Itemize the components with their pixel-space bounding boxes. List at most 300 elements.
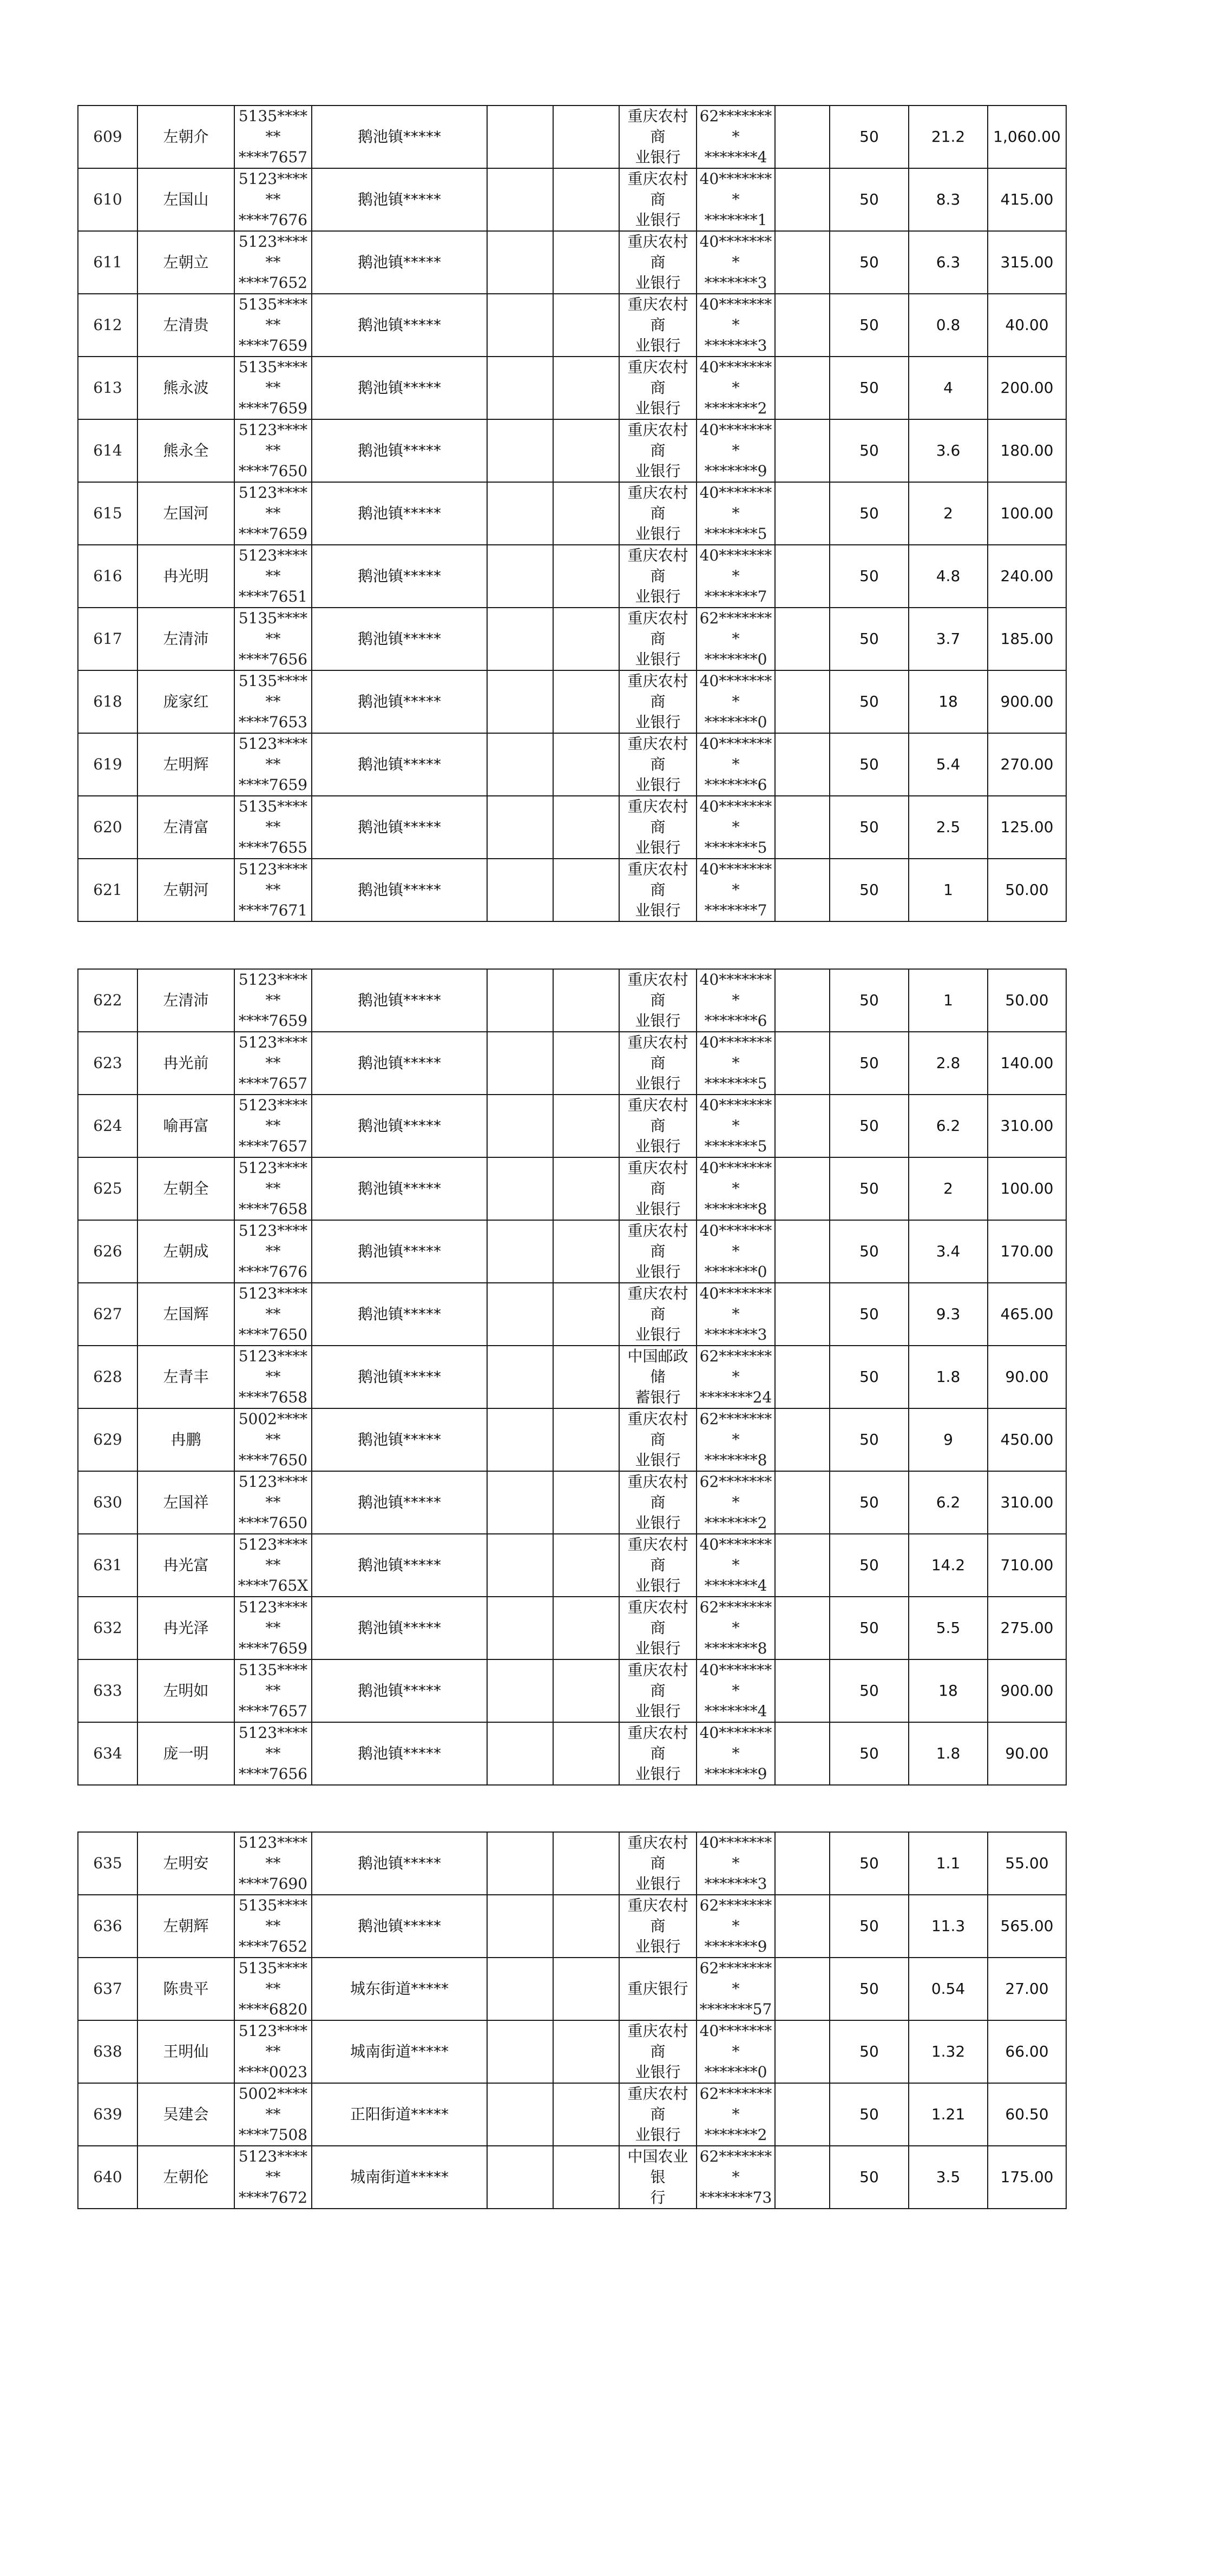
account-cell-line-2: *******2 xyxy=(704,2126,767,2144)
empty-cell xyxy=(775,106,830,168)
bank-cell xyxy=(619,2146,697,2209)
bank-cell xyxy=(619,1534,697,1597)
empty-cell xyxy=(553,670,619,733)
address-cell: 鹅池镇***** xyxy=(312,1408,487,1471)
empty-cell xyxy=(487,545,553,608)
account-cell-line-2: *******4 xyxy=(704,1577,767,1595)
bank-cell-line-2: 行 xyxy=(650,2189,666,2206)
table-row xyxy=(78,1346,1066,1408)
account-cell xyxy=(697,1722,775,1785)
empty-cell xyxy=(775,670,830,733)
table-row xyxy=(78,1095,1066,1157)
area-cell: 1.8 xyxy=(909,1346,988,1408)
amount-cell: 40.00 xyxy=(988,294,1066,357)
area-cell: 3.5 xyxy=(909,2146,988,2209)
account-cell-line-2: *******6 xyxy=(704,776,767,794)
bank-cell-line-2: 业银行 xyxy=(635,1875,681,1893)
area-cell: 4 xyxy=(909,357,988,419)
bank-cell xyxy=(619,1597,697,1659)
empty-cell xyxy=(775,1032,830,1095)
id-number-cell-line-2: ****7659 xyxy=(238,776,308,794)
table-row xyxy=(78,2146,1066,2209)
standard-cell: 50 xyxy=(830,1895,909,1958)
account-cell-line-2: *******5 xyxy=(704,525,767,543)
empty-cell xyxy=(487,1534,553,1597)
standard-cell: 50 xyxy=(830,859,909,921)
empty-cell xyxy=(775,357,830,419)
table-block-3 xyxy=(77,1831,1066,2209)
name-cell: 左清沛 xyxy=(137,969,234,1032)
name-cell: 喻再富 xyxy=(137,1095,234,1157)
bank-cell xyxy=(619,357,697,419)
address-cell: 鹅池镇***** xyxy=(312,1032,487,1095)
bank-cell xyxy=(619,106,697,168)
address-cell: 鹅池镇***** xyxy=(312,545,487,608)
name-cell: 冉光前 xyxy=(137,1032,234,1095)
account-cell-line-1: 40******** xyxy=(699,170,772,208)
empty-cell xyxy=(553,1032,619,1095)
empty-cell xyxy=(553,1157,619,1220)
name-cell: 左朝全 xyxy=(137,1157,234,1220)
empty-cell xyxy=(775,1346,830,1408)
id-number-cell xyxy=(234,2146,312,2209)
account-cell-line-1: 40******** xyxy=(699,798,772,836)
id-number-cell-line-1: 5135****** xyxy=(238,672,308,710)
amount-cell: 1,060.00 xyxy=(988,106,1066,168)
account-cell-line-2: *******3 xyxy=(704,1326,767,1343)
row-number-cell: 616 xyxy=(78,545,137,608)
standard-cell: 50 xyxy=(830,1958,909,2020)
area-cell: 6.2 xyxy=(909,1471,988,1534)
empty-cell xyxy=(487,1722,553,1785)
bank-cell-line-2: 业银行 xyxy=(635,1012,681,1030)
id-number-cell xyxy=(234,1895,312,1958)
standard-cell: 50 xyxy=(830,1659,909,1722)
name-cell: 左朝辉 xyxy=(137,1895,234,1958)
account-cell-line-1: 62******** xyxy=(699,1598,772,1637)
bank-cell-line-1: 重庆农村商 xyxy=(627,358,688,397)
bank-cell-line-1: 重庆农村商 xyxy=(627,2022,688,2060)
amount-cell: 710.00 xyxy=(988,1534,1066,1597)
id-number-cell xyxy=(234,796,312,859)
id-number-cell xyxy=(234,2020,312,2083)
account-cell-line-1: 40******** xyxy=(699,233,772,271)
area-cell: 1 xyxy=(909,969,988,1032)
bank-cell-line-2: 业银行 xyxy=(635,1577,681,1595)
id-number-cell-line-2: ****7657 xyxy=(238,148,308,166)
account-cell xyxy=(697,670,775,733)
area-cell: 9.3 xyxy=(909,1283,988,1346)
address-cell: 城东街道***** xyxy=(312,1958,487,2020)
id-number-cell xyxy=(234,2083,312,2146)
id-number-cell-line-1: 5002****** xyxy=(238,1410,308,1448)
standard-cell: 50 xyxy=(830,294,909,357)
empty-cell xyxy=(487,1958,553,2020)
account-cell-line-2: *******3 xyxy=(704,1875,767,1893)
account-cell xyxy=(697,1220,775,1283)
empty-cell xyxy=(553,2146,619,2209)
area-cell: 2 xyxy=(909,482,988,545)
area-cell: 5.5 xyxy=(909,1597,988,1659)
table-row xyxy=(78,1408,1066,1471)
bank-cell-line-2: 业银行 xyxy=(635,776,681,794)
bank-cell-line-2: 业银行 xyxy=(635,462,681,480)
table-block-1 xyxy=(77,105,1066,922)
account-cell-line-2: *******7 xyxy=(704,588,767,605)
table-row xyxy=(78,1958,1066,2020)
name-cell: 吴建会 xyxy=(137,2083,234,2146)
account-cell-line-2: *******0 xyxy=(704,2063,767,2081)
account-cell xyxy=(697,231,775,294)
area-cell: 6.2 xyxy=(909,1095,988,1157)
empty-cell xyxy=(487,357,553,419)
empty-cell xyxy=(487,1597,553,1659)
table-row xyxy=(78,1471,1066,1534)
empty-cell xyxy=(487,859,553,921)
id-number-cell xyxy=(234,106,312,168)
area-cell: 3.4 xyxy=(909,1220,988,1283)
standard-cell: 50 xyxy=(830,545,909,608)
bank-cell-line-1: 重庆农村商 xyxy=(627,609,688,648)
account-cell-line-1: 62******** xyxy=(699,609,772,648)
bank-cell-line-2: 业银行 xyxy=(635,2126,681,2144)
amount-cell: 415.00 xyxy=(988,168,1066,231)
name-cell: 左清沛 xyxy=(137,608,234,670)
bank-cell-line-1: 重庆农村商 xyxy=(627,2085,688,2123)
account-cell-line-1: 40******** xyxy=(699,1033,772,1072)
id-number-cell-line-2: ****7508 xyxy=(238,2126,308,2144)
id-number-cell xyxy=(234,231,312,294)
standard-cell: 50 xyxy=(830,106,909,168)
account-cell xyxy=(697,1095,775,1157)
empty-cell xyxy=(487,733,553,796)
id-number-cell-line-2: ****7676 xyxy=(238,1263,308,1281)
id-number-cell-line-1: 5123****** xyxy=(238,1473,308,1511)
account-cell-line-1: 40******** xyxy=(699,1159,772,1197)
amount-cell: 465.00 xyxy=(988,1283,1066,1346)
id-number-cell-line-2: ****7659 xyxy=(238,1012,308,1030)
id-number-cell-line-1: 5123****** xyxy=(238,1159,308,1197)
standard-cell: 50 xyxy=(830,168,909,231)
address-cell: 鹅池镇***** xyxy=(312,1832,487,1895)
area-cell: 2 xyxy=(909,1157,988,1220)
amount-cell: 270.00 xyxy=(988,733,1066,796)
standard-cell: 50 xyxy=(830,2020,909,2083)
empty-cell xyxy=(775,2146,830,2209)
id-number-cell xyxy=(234,969,312,1032)
id-number-cell-line-2: ****7659 xyxy=(238,399,308,417)
account-cell-line-1: 40******** xyxy=(699,1724,772,1762)
row-number-cell: 612 xyxy=(78,294,137,357)
bank-cell-line-1: 重庆农村商 xyxy=(627,1159,688,1197)
bank-cell xyxy=(619,231,697,294)
area-cell: 5.4 xyxy=(909,733,988,796)
amount-cell: 50.00 xyxy=(988,859,1066,921)
area-cell: 0.54 xyxy=(909,1958,988,2020)
account-cell-line-1: 40******** xyxy=(699,735,772,773)
name-cell: 左青丰 xyxy=(137,1346,234,1408)
account-cell xyxy=(697,1597,775,1659)
standard-cell: 50 xyxy=(830,231,909,294)
standard-cell: 50 xyxy=(830,670,909,733)
table-block-2 xyxy=(77,969,1066,1786)
empty-cell xyxy=(553,231,619,294)
id-number-cell-line-1: 5123****** xyxy=(238,1096,308,1135)
bank-cell xyxy=(619,545,697,608)
standard-cell: 50 xyxy=(830,733,909,796)
id-number-cell xyxy=(234,1346,312,1408)
account-cell xyxy=(697,1346,775,1408)
row-number-cell: 609 xyxy=(78,106,137,168)
name-cell: 陈贵平 xyxy=(137,1958,234,2020)
bank-cell-line-1: 重庆农村商 xyxy=(627,1724,688,1762)
bank-cell xyxy=(619,1659,697,1722)
area-cell: 8.3 xyxy=(909,168,988,231)
bank-cell-line-1: 重庆农村商 xyxy=(627,546,688,585)
id-number-cell-line-1: 5123****** xyxy=(238,546,308,585)
account-cell-line-2: *******0 xyxy=(704,650,767,668)
bank-cell: 重庆银行 xyxy=(619,1958,697,2020)
empty-cell xyxy=(553,1095,619,1157)
table-row xyxy=(78,482,1066,545)
address-cell: 城南街道***** xyxy=(312,2020,487,2083)
empty-cell xyxy=(553,1659,619,1722)
table-row xyxy=(78,608,1066,670)
account-cell-line-2: *******9 xyxy=(704,1765,767,1783)
empty-cell xyxy=(553,1220,619,1283)
account-cell-line-2: *******4 xyxy=(704,148,767,166)
id-number-cell-line-2: ****7659 xyxy=(238,1639,308,1657)
id-number-cell xyxy=(234,482,312,545)
bank-cell-line-2: 业银行 xyxy=(635,1200,681,1218)
address-cell: 鹅池镇***** xyxy=(312,1220,487,1283)
empty-cell xyxy=(553,608,619,670)
id-number-cell xyxy=(234,1220,312,1283)
empty-cell xyxy=(487,2083,553,2146)
area-cell: 14.2 xyxy=(909,1534,988,1597)
empty-cell xyxy=(775,1958,830,2020)
bank-cell-line-2: 业银行 xyxy=(635,588,681,605)
id-number-cell-line-1: 5123****** xyxy=(238,971,308,1009)
id-number-cell xyxy=(234,1659,312,1722)
bank-cell-line-1: 重庆农村商 xyxy=(627,672,688,710)
empty-cell xyxy=(553,294,619,357)
bank-cell-line-2: 业银行 xyxy=(635,839,681,857)
bank-cell-line-1: 中国农业银 xyxy=(627,2147,688,2186)
standard-cell: 50 xyxy=(830,1157,909,1220)
name-cell: 王明仙 xyxy=(137,2020,234,2083)
row-number-cell: 639 xyxy=(78,2083,137,2146)
id-number-cell-line-1: 5123****** xyxy=(238,1347,308,1386)
bank-cell-line-1: 重庆农村商 xyxy=(627,1284,688,1323)
account-cell-line-2: *******73 xyxy=(699,2189,772,2206)
account-cell xyxy=(697,294,775,357)
account-cell-line-2: *******8 xyxy=(704,1451,767,1469)
id-number-cell-line-2: ****7659 xyxy=(238,337,308,354)
name-cell: 左国辉 xyxy=(137,1283,234,1346)
id-number-cell xyxy=(234,733,312,796)
area-cell: 3.7 xyxy=(909,608,988,670)
area-cell: 2.8 xyxy=(909,1032,988,1095)
empty-cell xyxy=(487,1408,553,1471)
area-cell: 1 xyxy=(909,859,988,921)
empty-cell xyxy=(553,1722,619,1785)
address-cell: 鹅池镇***** xyxy=(312,733,487,796)
empty-cell xyxy=(487,1220,553,1283)
account-cell xyxy=(697,2083,775,2146)
bank-cell-line-2: 业银行 xyxy=(635,2063,681,2081)
bank-cell xyxy=(619,1283,697,1346)
standard-cell: 50 xyxy=(830,1408,909,1471)
empty-cell xyxy=(487,1832,553,1895)
standard-cell: 50 xyxy=(830,1032,909,1095)
address-cell: 鹅池镇***** xyxy=(312,294,487,357)
empty-cell xyxy=(553,168,619,231)
id-number-cell xyxy=(234,1095,312,1157)
id-number-cell-line-2: ****7653 xyxy=(238,713,308,731)
name-cell: 左朝介 xyxy=(137,106,234,168)
id-number-cell xyxy=(234,1722,312,1785)
empty-cell xyxy=(775,1597,830,1659)
id-number-cell-line-1: 5123****** xyxy=(238,1834,308,1872)
empty-cell xyxy=(553,545,619,608)
bank-cell xyxy=(619,969,697,1032)
table-row xyxy=(78,2020,1066,2083)
name-cell: 左国河 xyxy=(137,482,234,545)
standard-cell: 50 xyxy=(830,796,909,859)
id-number-cell-line-2: ****765X xyxy=(238,1577,308,1595)
account-cell-line-1: 62******** xyxy=(699,1347,772,1386)
standard-cell: 50 xyxy=(830,1220,909,1283)
row-number-cell: 631 xyxy=(78,1534,137,1597)
account-cell xyxy=(697,859,775,921)
amount-cell: 55.00 xyxy=(988,1832,1066,1895)
table-row xyxy=(78,1659,1066,1722)
account-cell-line-1: 62******** xyxy=(699,1959,772,1998)
subsidy-table xyxy=(77,105,1067,922)
id-number-cell-line-1: 5123****** xyxy=(238,1536,308,1574)
id-number-cell-line-1: 5123****** xyxy=(238,1284,308,1323)
empty-cell xyxy=(487,1283,553,1346)
id-number-cell-line-1: 5135****** xyxy=(238,358,308,397)
table-row xyxy=(78,969,1066,1032)
account-cell-line-1: 62******** xyxy=(699,1473,772,1511)
account-cell-line-2: *******0 xyxy=(704,1263,767,1281)
account-cell xyxy=(697,2020,775,2083)
account-cell xyxy=(697,733,775,796)
bank-cell-line-1: 重庆农村商 xyxy=(627,107,688,146)
table-row xyxy=(78,1283,1066,1346)
amount-cell: 185.00 xyxy=(988,608,1066,670)
table-row xyxy=(78,545,1066,608)
empty-cell xyxy=(487,1895,553,1958)
bank-cell xyxy=(619,608,697,670)
empty-cell xyxy=(487,969,553,1032)
row-number-cell: 619 xyxy=(78,733,137,796)
amount-cell: 310.00 xyxy=(988,1471,1066,1534)
account-cell xyxy=(697,608,775,670)
row-number-cell: 632 xyxy=(78,1597,137,1659)
bank-cell-line-2: 业银行 xyxy=(635,211,681,229)
id-number-cell-line-2: ****0023 xyxy=(238,2063,308,2081)
bank-cell xyxy=(619,482,697,545)
empty-cell xyxy=(553,1408,619,1471)
amount-cell: 66.00 xyxy=(988,2020,1066,2083)
table-row xyxy=(78,1597,1066,1659)
row-number-cell: 627 xyxy=(78,1283,137,1346)
name-cell: 熊永波 xyxy=(137,357,234,419)
bank-cell-line-1: 重庆农村商 xyxy=(627,421,688,459)
empty-cell xyxy=(775,231,830,294)
id-number-cell-line-1: 5123****** xyxy=(238,421,308,459)
empty-cell xyxy=(487,419,553,482)
account-cell-line-2: *******57 xyxy=(699,2000,772,2018)
bank-cell-line-2: 业银行 xyxy=(635,1326,681,1343)
empty-cell xyxy=(553,419,619,482)
account-cell xyxy=(697,969,775,1032)
empty-cell xyxy=(775,733,830,796)
id-number-cell xyxy=(234,294,312,357)
account-cell-line-2: *******5 xyxy=(704,1137,767,1155)
amount-cell: 175.00 xyxy=(988,2146,1066,2209)
bank-cell xyxy=(619,1346,697,1408)
account-cell xyxy=(697,419,775,482)
account-cell-line-1: 62******** xyxy=(699,1410,772,1448)
table-row xyxy=(78,168,1066,231)
id-number-cell-line-2: ****7657 xyxy=(238,1702,308,1720)
account-cell xyxy=(697,1471,775,1534)
empty-cell xyxy=(487,608,553,670)
id-number-cell-line-1: 5123****** xyxy=(238,170,308,208)
account-cell-line-2: *******3 xyxy=(704,337,767,354)
amount-cell: 90.00 xyxy=(988,1346,1066,1408)
amount-cell: 240.00 xyxy=(988,545,1066,608)
table-row xyxy=(78,106,1066,168)
area-cell: 9 xyxy=(909,1408,988,1471)
standard-cell: 50 xyxy=(830,1471,909,1534)
bank-cell-line-2: 业银行 xyxy=(635,1263,681,1281)
bank-cell xyxy=(619,294,697,357)
account-cell xyxy=(697,1283,775,1346)
bank-cell-line-2: 业银行 xyxy=(635,1451,681,1469)
name-cell: 左朝立 xyxy=(137,231,234,294)
bank-cell xyxy=(619,1832,697,1895)
account-cell-line-1: 40******** xyxy=(699,1222,772,1260)
account-cell-line-1: 40******** xyxy=(699,358,772,397)
bank-cell-line-1: 重庆农村商 xyxy=(627,295,688,334)
amount-cell: 315.00 xyxy=(988,231,1066,294)
amount-cell: 140.00 xyxy=(988,1032,1066,1095)
row-number-cell: 611 xyxy=(78,231,137,294)
bank-cell-line-2: 业银行 xyxy=(635,399,681,417)
bank-cell-line-1: 重庆农村商 xyxy=(627,170,688,208)
empty-cell xyxy=(553,1832,619,1895)
id-number-cell xyxy=(234,1283,312,1346)
area-cell: 1.32 xyxy=(909,2020,988,2083)
id-number-cell-line-2: ****7658 xyxy=(238,1388,308,1406)
address-cell: 鹅池镇***** xyxy=(312,231,487,294)
id-number-cell xyxy=(234,1832,312,1895)
id-number-cell xyxy=(234,357,312,419)
id-number-cell-line-1: 5123****** xyxy=(238,1033,308,1072)
area-cell: 6.3 xyxy=(909,231,988,294)
area-cell: 21.2 xyxy=(909,106,988,168)
account-cell-line-1: 40******** xyxy=(699,546,772,585)
empty-cell xyxy=(487,796,553,859)
name-cell: 左明安 xyxy=(137,1832,234,1895)
standard-cell: 50 xyxy=(830,1346,909,1408)
address-cell: 鹅池镇***** xyxy=(312,482,487,545)
